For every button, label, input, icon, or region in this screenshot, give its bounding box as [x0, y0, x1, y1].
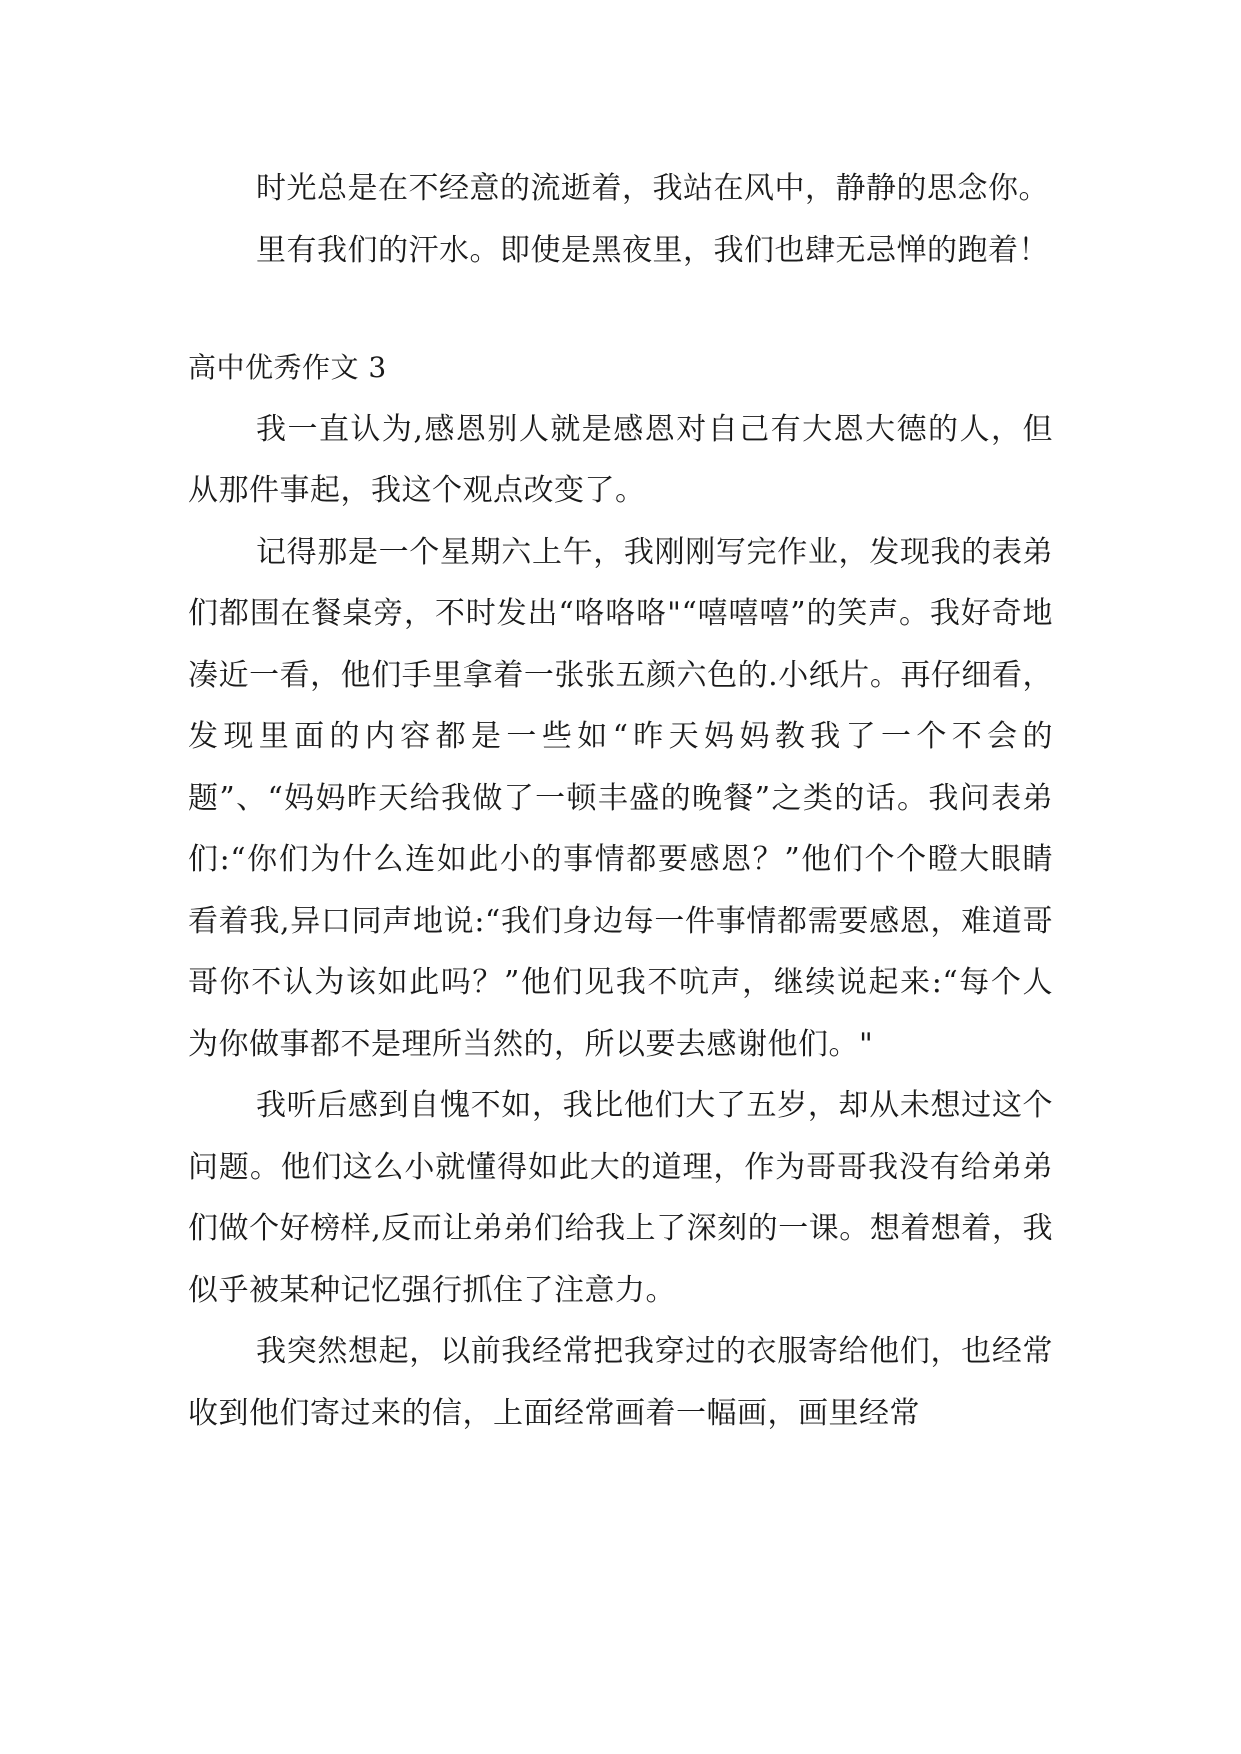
- paragraph: 我听后感到自愧不如，我比他们大了五岁，却从未想过这个问题。他们这么小就懂得如此大的道理，作为哥哥我没有给弟弟们做个好榜样,反而让弟弟们给我上了深刻的一课。想着想着，我似乎被某种记忆强行抓住了注意力。: [188, 1088, 1053, 1308]
- paragraph: 里有我们的汗水。即使是黑夜里，我们也肆无忌惮的跑着！: [256, 232, 1049, 268]
- section-heading: 高中优秀作文 3: [188, 351, 387, 384]
- paragraph: 我一直认为,感恩别人就是感恩对自己有大恩大德的人，但从那件事起，我这个观点改变了。: [188, 411, 1053, 508]
- paragraph: 时光总是在不经意的流逝着，我站在风中，静静的思念你。: [256, 171, 1049, 206]
- paragraph: 记得那是一个星期六上午，我刚刚写完作业，发现我的表弟们都围在餐桌旁，不时发出“咯咯咯"“嘻嘻嘻”的笑声。我好奇地凑近一看，他们手里拿着一张张五颜六色的.小纸片。再仔细看，发现里面的内容都是一些如“昨天妈妈教我了一个不会的题”、“妈妈昨天给我做了一顿丰盛的晚餐”之类的话。我问表弟们:“你们为什么连如此小的事情都要感恩？”他们个个瞪大眼睛看着我,异口同声地说:“我们身边每一件事情都需要感恩，难道哥哥你不认为该如此吗？”他们见我不吭声，继续说起来:“每个人为你做事都不是理所当然的，所以要去感谢他们。": [188, 534, 1053, 1062]
- paragraph: 我突然想起，以前我经常把我穿过的衣服寄给他们，也经常收到他们寄过来的信，上面经常画着一幅画，画里经常: [188, 1334, 1053, 1431]
- document-body: [188, 158, 1053, 1444]
